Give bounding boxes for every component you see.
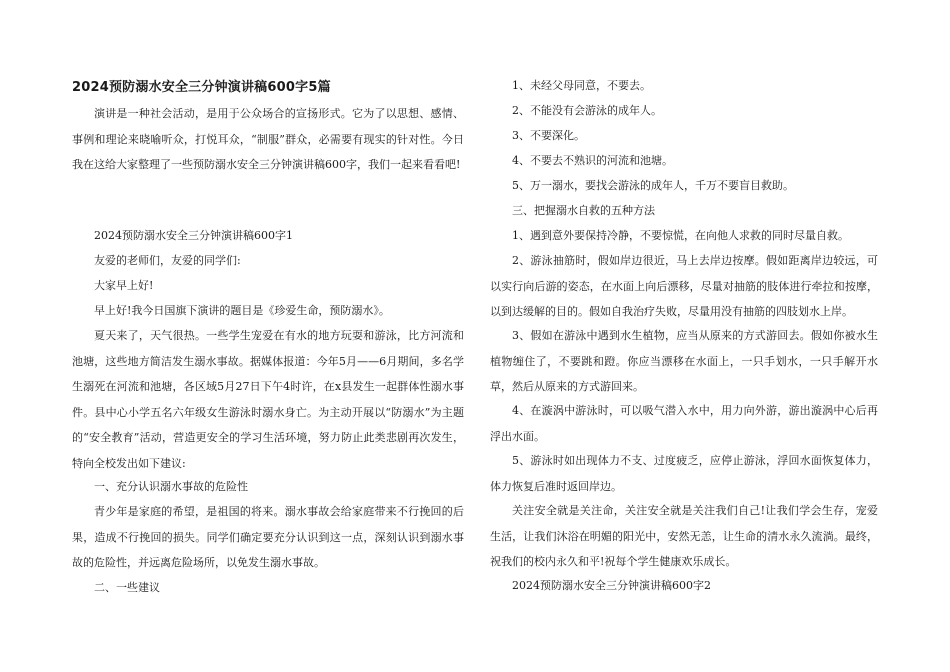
youth-paragraph: 青少年是家庭的希望，是祖国的将来。溺水事故会给家庭带来不行挽回的后果，造成不行挽回的损失。同学们确定要充分认识到这一点，深刻认识到溺水事故的危险性，并远离危险场所，以免发生溺水事故。 [72, 505, 464, 569]
advice-item-5: 5、万一溺水，要找会游泳的成年人，千万不要盲目救助。 [512, 179, 794, 192]
self-rescue-item-1: 1、遇到意外要保持冷静，不要惊慌，在向他人求救的同时尽量自救。 [512, 229, 849, 242]
speech-1-heading: 2024预防溺水安全三分钟演讲稿600字1 [94, 229, 293, 242]
advice-item-3: 3、不要深化。 [512, 129, 585, 142]
document-title: 2024预防溺水安全三分钟演讲稿600字5篇 [72, 80, 331, 95]
section-2-heading: 二、一些建议 [94, 581, 160, 594]
self-rescue-item-3: 3、假如在游泳中遇到水生植物，应当从原来的方式游回去。假如你被水生植物缠住了，不要跳和蹬。你应当漂移在水面上，一只手划水，一只手解开水草，然后从原来的方式游回来。 [490, 329, 878, 393]
section-3-heading: 三、把握溺水自救的五种方法 [512, 204, 655, 217]
greeting-line: 友爱的老师们，友爱的同学们: [94, 254, 241, 267]
section-1-heading: 一、充分认识溺水事故的危险性 [94, 480, 248, 493]
closing-paragraph: 关注安全就是关注命，关注安全就是关注我们自己!让我们学会生存，宠爱生活，让我们沐浴在明媚的阳光中，安然无恙，让生命的清水永久流淌。最终，祝我们的校内永久和平!祝每个学生健康欢乐成长。 [490, 504, 878, 568]
advice-item-2: 2、不能没有会游泳的成年人。 [512, 104, 662, 117]
good-morning-line: 大家早上好! [94, 279, 154, 292]
self-rescue-item-5: 5、游泳时如出现体力不支、过度疲乏，应停止游泳，浮回水面恢复体力，体力恢复后准时返回岸边。 [490, 454, 878, 493]
self-rescue-item-4: 4、在漩涡中游泳时，可以吸气潜入水中，用力向外游，游出漩涡中心后再浮出水面。 [490, 404, 878, 443]
advice-item-1: 1、未经父母同意，不要去。 [512, 79, 651, 92]
speech-2-heading: 2024预防溺水安全三分钟演讲稿600字2 [512, 579, 711, 592]
summer-paragraph: 夏天来了，天气很热。一些学生宠爱在有水的地方玩耍和游泳，比方河流和池塘，这些地方简洁发生溺水事故。据媒体报道：今年5月——6月期间，多名学生溺死在河流和池塘，各区域5月27日下午4时许，在x县发生一起群体性溺水事件。县中心小学五名六年级女生游泳时溺水身亡。为主动开展以“防溺水”为主题的“安全教育”活动，营造更安全的学习生活环境，努力防止此类悲剧再次发生，特向全校发出如下建议: [72, 329, 464, 470]
intro-paragraph: 演讲是一种社会活动，是用于公众场合的宣扬形式。它为了以思想、感情、事例和理论来晓喻听众，打悦耳众，“制服”群众，必需要有现实的针对性。今日我在这给大家整理了一些预防溺水安全三分钟演讲稿600字，我们一起来看看吧! [72, 107, 464, 171]
self-rescue-item-2: 2、游泳抽筋时，假如岸边很近，马上去岸边按摩。假如距离岸边较远，可以实行向后游的姿态，在水面上向后漂移，尽量对抽筋的肢体进行牵拉和按摩，以到达缓解的目的。假如自我治疗失败，尽量用没有抽筋的四肢划水上岸。 [490, 254, 878, 318]
speech-topic-line: 早上好!我今日国旗下演讲的题目是《珍爱生命，预防溺水》。 [94, 304, 390, 317]
advice-item-4: 4、不要去不熟识的河流和池塘。 [512, 154, 673, 167]
